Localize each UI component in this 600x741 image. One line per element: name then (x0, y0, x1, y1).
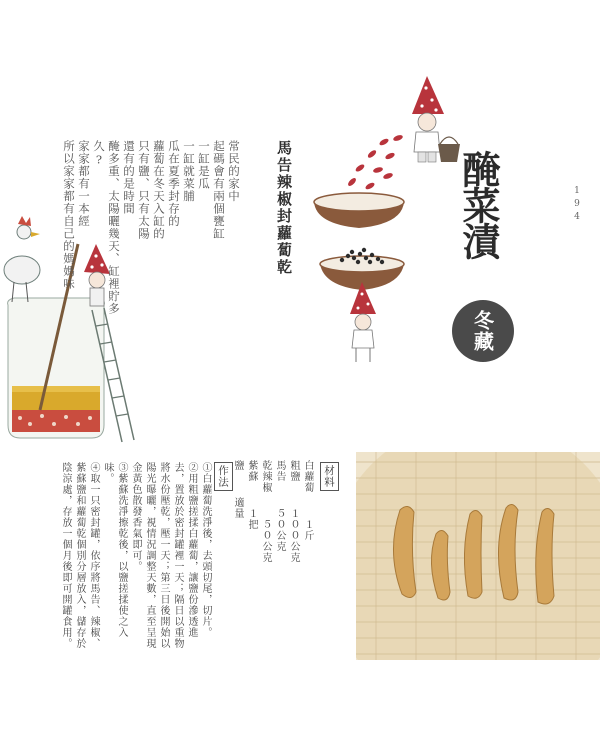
ingredient-name: 馬告 (274, 460, 285, 482)
ingredient-item (273, 460, 286, 580)
recipe-title: 馬告辣椒封蘿蔔乾 (275, 140, 293, 276)
method-step: ④取一只密封罐，依序將馬告、辣椒、紫蘇鹽和蘿蔔乾個別分層放入，儲存於陰涼處，存放一個月後即可開罐食用。 (60, 462, 99, 649)
page-number: 194 (572, 186, 582, 225)
ingredient-item (259, 460, 272, 580)
poem-line: 只有鹽、只有太陽 (137, 140, 151, 240)
ingredient-item (287, 460, 300, 580)
ingredient-item (245, 460, 258, 580)
ingredient-name: 粗鹽 (288, 460, 299, 482)
poem-line: 家家都有一本經 (77, 140, 91, 228)
poem-line: 所以家家都有自己的媽媽味 (62, 140, 76, 290)
ingredients-label: 材料 (320, 462, 339, 491)
poem-line: 一缸是瓜 (197, 140, 211, 190)
method-label: 作法 (214, 462, 233, 491)
poem-line: 還有的是時間 (122, 140, 136, 215)
ingredient-amount: ５０公克 (274, 508, 285, 552)
poem-line: 一缸就菜脯 (182, 140, 196, 203)
method-step: ③紫蘇洗淨擦乾後，以鹽搓揉使之入味。 (102, 462, 127, 638)
method-step: ②用粗鹽搓揉白蘿蔔，讓鹽份滲透進去，置放於密封罐裡一天；隔日以重物將水份壓乾，壓一天；第三日後開始以陽光曝曬，視情況調整天數，直至呈現金黃色散發香氣即可。 (130, 462, 197, 649)
poem-line: 瓜在夏季封存的 (167, 140, 181, 228)
dried-radish-photo (356, 452, 600, 660)
gnome-illustration (312, 72, 472, 367)
ingredient-item (301, 460, 314, 580)
poem-text (61, 140, 241, 340)
ingredient-amount: １００公克 (288, 508, 299, 563)
ingredient-amount: １把 (246, 508, 257, 530)
season-badge: 冬藏 (452, 300, 514, 362)
method-steps (60, 462, 212, 662)
chapter-title: 醃菜漬 (456, 150, 501, 258)
ingredient-amount: 適量 (232, 497, 243, 519)
method-step: ①白蘿蔔洗淨後，去頭切尾，切片。 (200, 462, 211, 638)
poem-line: 蘿蔔在冬天入缸的 (152, 140, 166, 240)
poem-line: 常民的家中 (227, 140, 241, 203)
ingredient-name: 白蘿蔔 (302, 460, 313, 493)
ingredient-name: 乾辣椒 (260, 460, 271, 493)
ingredient-amount: １斤 (302, 519, 313, 541)
poem-line: 醃多重、太陽曬幾天、缸裡貯多久? (92, 140, 121, 315)
poem-line: 起碼會有兩個甕缸 (212, 140, 226, 240)
ingredient-name: 紫蘇 (246, 460, 257, 482)
ingredient-name: 鹽 (232, 460, 243, 471)
ingredient-amount: ５０公克 (260, 519, 271, 563)
